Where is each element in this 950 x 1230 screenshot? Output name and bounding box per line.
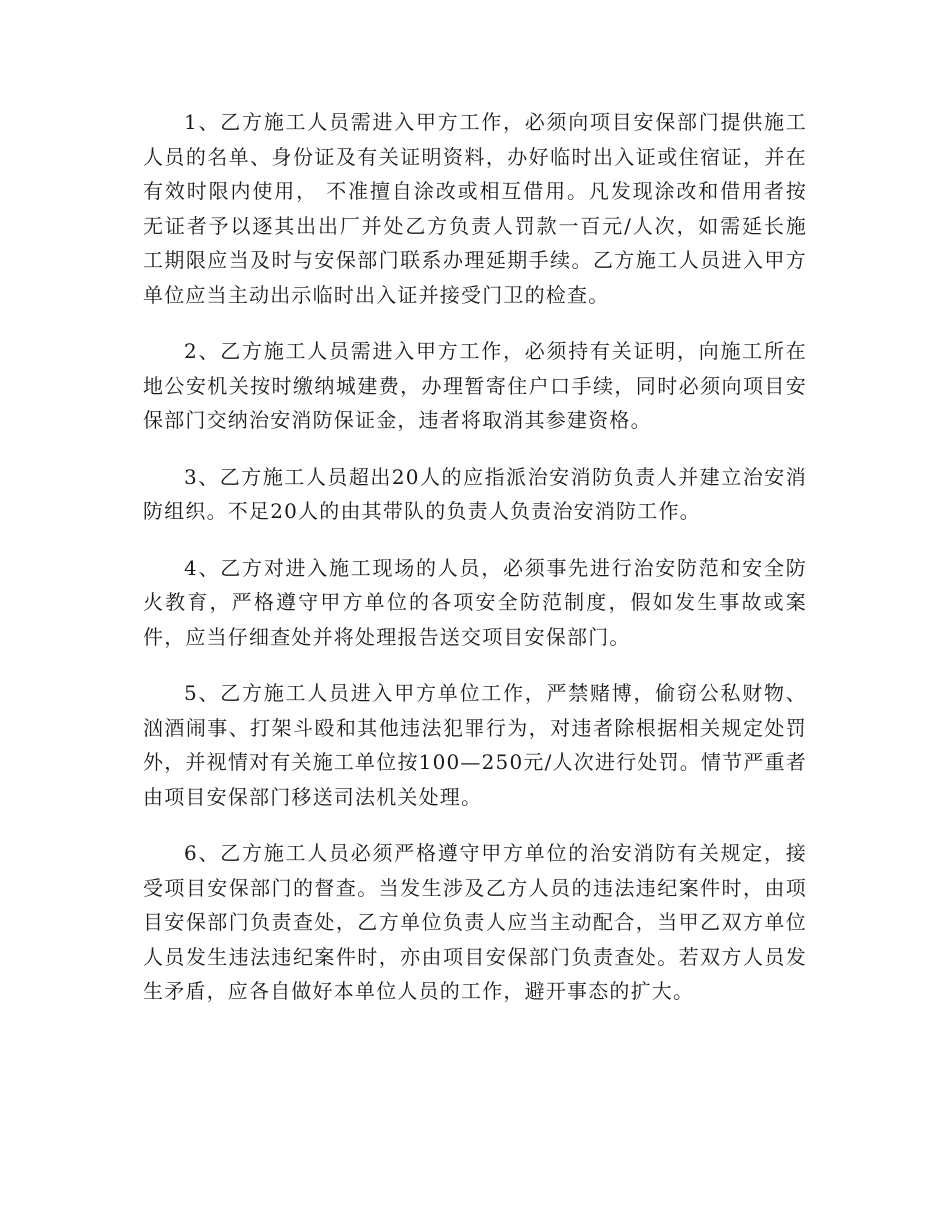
paragraph-2: 2、乙方施工人员需进入甲方工作，必须持有关证明，向施工所在地公安机关按时缴纳城建费，办理暂寄住户口手续，同时必须向项目安保部门交纳治安消防保证金，违者将取消其参建资格。 <box>143 339 807 432</box>
paragraph-4: 4、乙方对进入施工现场的人员，必须事先进行治安防范和安全防火教育，严格遵守甲方单位的各项安全防范制度，假如发生事故或案件，应当仔细查处并将处理报告送交项目安保部门。 <box>143 555 807 649</box>
paragraph-5: 5、乙方施工人员进入甲方单位工作，严禁赌博，偷窃公私财物、汹酒闹事、打架斗殴和其他违法犯罪行为，对违者除根据相关规定处罚外，并视情对有关施工单位按100—250元/人次进行处罚。情节严重者由项目安保部门移送司法机关处理。 <box>143 681 807 809</box>
paragraph-6: 6、乙方施工人员必须严格遵守甲方单位的治安消防有关规定，接受项目安保部门的督查。当发生涉及乙方人员的违法违纪案件时，由项目安保部门负责查处，乙方单位负责人应当主动配合，当甲乙双方单位人员发生违法违纪案件时，亦由项目安保部门负责查处。若双方人员发生矛盾，应各自做好本单位人员的工作，避开事态的扩大。 <box>143 841 807 1003</box>
paragraph-3: 3、乙方施工人员超出20人的应指派治安消防负责人并建立治安消防组织。不足20人的由其带队的负责人负责治安消防工作。 <box>143 464 807 523</box>
document-body <box>143 105 807 1031</box>
paragraph-1: 1、乙方施工人员需进入甲方工作，必须向项目安保部门提供施工人员的名单、身份证及有关证明资料，办好临时出入证或住宿证，并在有效时限内使用， 不准擅自涂改或相互借用。凡发现涂改和借用者按无证者予以逐其出出厂并处乙方负责人罚款一百元/人次，如需延长施工期限应当及时与安保部门联系办理延期手续。乙方施工人员进入甲方单位应当主动出示临时出入证并接受门卫的检查。 <box>143 110 807 307</box>
